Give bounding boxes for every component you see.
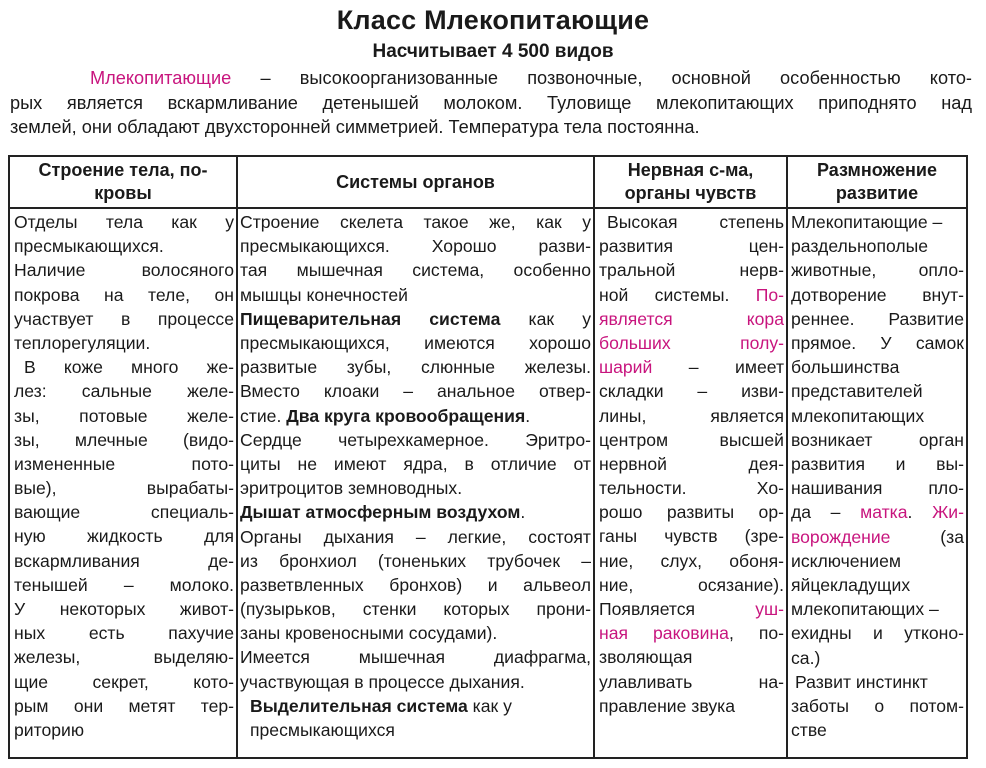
body-structure-line: лез: сальные желе- xyxy=(14,381,234,402)
column-divider xyxy=(786,157,788,757)
page-title: Класс Млекопитающие xyxy=(336,5,650,35)
body-structure-line: зы, млечные (видо- xyxy=(14,429,234,450)
intro-paragraph xyxy=(10,66,972,140)
body-structure-line: ных есть пахучие xyxy=(14,623,234,644)
cell-organ-systems: Строение скелета такое же, как у пресмыкающихся. Хорошо разви- тая мышечная система, особенно мышцы конечностей Пищеварительная система как у пресмыкающихся, имеются хорошо развитые зубы, слюнные железы. Вместо клоаки – анальное отвер- стие. Два круга кровообращения. Сердце четырехкамерное. Эритро- циты не имеют ядра, в отличие от эритроцитов земноводных. Дышат атмосферным воздухом. Органы дыхания – легкие, состоят из бронхиол (тоненьких трубочек – разветвленных бронхов) и альвеол (пузырьков, стенки которых прони- заны кровеносными сосудами). Имеется мышечная диафрагма, участвующая в процессе дыхания. Выделительная система как у пресмыкающихся xyxy=(240,212,591,741)
column-divider xyxy=(236,157,238,757)
header-reproduction: Размножение развитие xyxy=(817,160,937,203)
body-structure-line: участвует в процессе xyxy=(14,308,234,329)
intro-term: Млекопитающие xyxy=(90,68,232,88)
body-structure-line: покрова на теле, он xyxy=(14,284,234,305)
body-structure-line: вскармливания де- xyxy=(14,550,234,571)
body-structure-line: У некоторых живот- xyxy=(14,599,234,620)
body-structure-line: измененные пото- xyxy=(14,453,234,474)
header-nervous-system: Нервная с-ма, органы чувств xyxy=(624,160,757,203)
body-structure-line: В коже много же- xyxy=(24,357,234,378)
cell-reproduction: Млекопитающие – раздельнополые животные, опло- дотворение внут- реннее. Развитие прямое. У самок большинства представителей млекопитающих возникает орган развития и вы- нашивания пло- да – матка. Жи- ворождение (за исключением яйцекладущих млекопитающих – ехидны и утконо- са.) Развит инстинкт заботы о потом- стве xyxy=(791,212,964,741)
body-structure-line: тенышей – молоко. xyxy=(14,574,234,595)
page-subtitle: Насчитывает 4 500 видов xyxy=(372,41,614,62)
header-divider xyxy=(10,207,966,209)
header-organ-systems: Системы органов xyxy=(336,171,495,192)
body-structure-line: щие секрет, кото- xyxy=(14,671,234,692)
body-structure-line: вые), вырабаты- xyxy=(14,478,234,499)
body-structure-line: вающие специаль- xyxy=(14,502,234,523)
body-structure-line: зы, потовые желе- xyxy=(14,405,234,426)
cell-nervous-system: Высокая степень развития цен- тральной нерв- ной системы. По- является кора больших полу- шарий – имеет складки – изви- лины, является центром высшей нервной дея- тельности. Хо- рошо развиты ор- ганы чувств (зре- ние, слух, обоня- ние, осязание). Появляется уш- ная раковина, по- зволяющая улавливать на- правление звука xyxy=(599,212,784,716)
body-structure-line: пресмыкающихся. xyxy=(14,236,164,257)
column-divider xyxy=(593,157,595,757)
mammals-table xyxy=(8,155,968,759)
cell-body-structure xyxy=(14,210,234,742)
body-structure-line: ную жидкость для xyxy=(14,526,234,547)
body-structure-line: риторию xyxy=(14,719,85,740)
body-structure-line: Отделы тела как у xyxy=(14,212,234,232)
intro-line-2: рых является вскармливание детенышей молоком. Туловище млекопитающих приподнято над xyxy=(10,92,972,113)
body-structure-line: Наличие волосяного xyxy=(14,260,234,281)
intro-line-3: землей, они обладают двухсторонней симметрией. Температура тела постоянна. xyxy=(10,117,700,137)
body-structure-line: рым они метят тер- xyxy=(14,695,234,716)
header-body-structure: Строение тела, по- кровы xyxy=(38,160,208,203)
intro-line-1: Млекопитающие – высокоорганизованные позвоночные, основной особенностью кото- xyxy=(90,68,972,88)
body-structure-line: железы, выделяю- xyxy=(14,647,234,668)
body-structure-line: теплорегуляции. xyxy=(14,332,151,353)
